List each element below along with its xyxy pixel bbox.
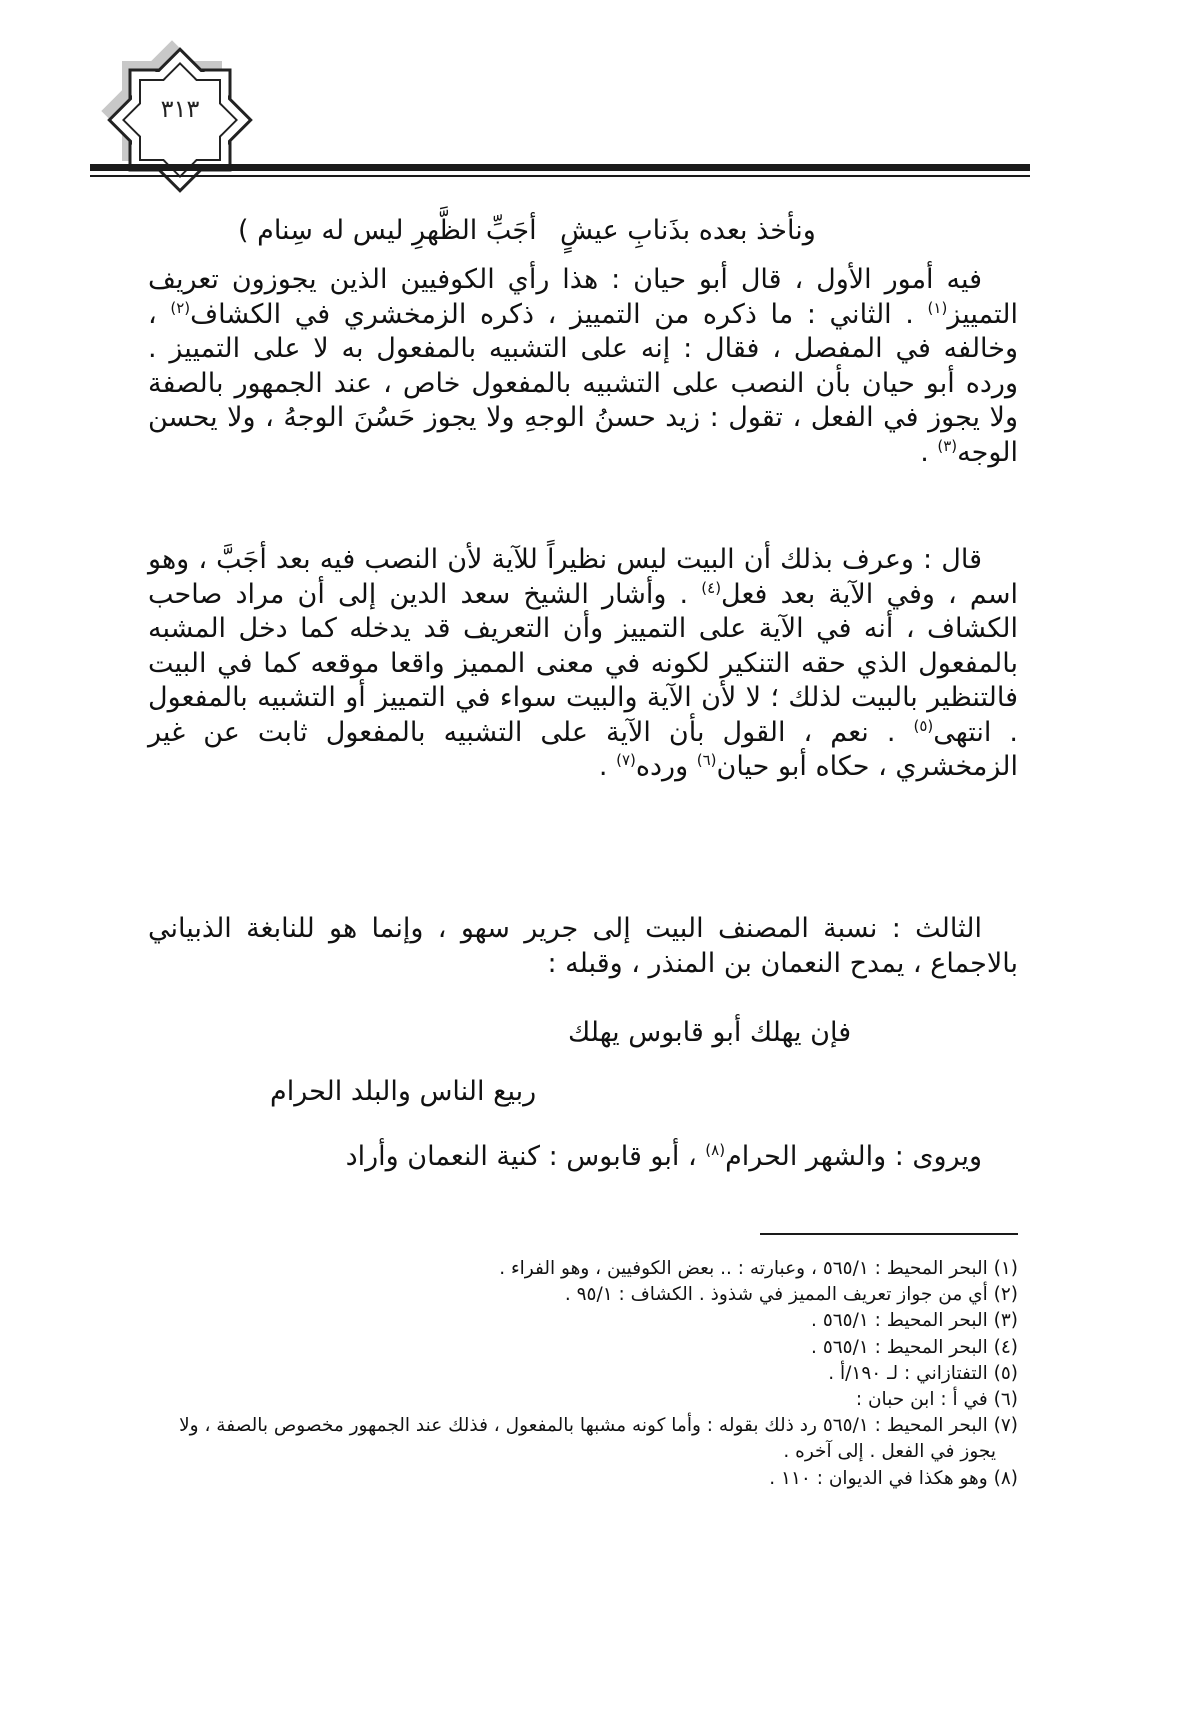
paragraph-text: . الثاني : ما ذكره من التمييز ، ذكره الزمخشري في الكشاف: [190, 298, 928, 330]
verse2-second-hemistich: ربيع الناس والبلد الحرام: [270, 1076, 537, 1107]
header-rule-thin: [90, 175, 1030, 177]
header-rule-thick: [90, 164, 1030, 171]
paragraph-text: . وأشار الشيخ سعد الدين إلى أن مراد صاحب الكشاف ، أنه في الآية على التمييز وأن التعريف قد يدخله كما دخل المشبه بالمفعول الذي حقه التنكير لكونه في معنى المميز واقعا موقعه كما في البيت فالتنظير بالبيت لذلك ؛ لا لأن الآية والبيت سواء في التمييز أو التشبيه بالمفعول . انتهى: [148, 578, 1018, 748]
paragraph-text: .: [598, 751, 617, 782]
paragraph-text: ، أبو قابوس : كنية النعمان وأراد: [345, 1141, 706, 1172]
page-number: ٣١٣: [160, 95, 200, 123]
footnote-separator: [760, 1233, 1018, 1235]
footnote-ref: (٧): [616, 751, 636, 769]
footnote-4: (٤) البحر المحيط : ٥٦٥/١ .: [811, 1336, 1018, 1358]
footnote-ref: (٣): [937, 436, 958, 455]
footnote-3: (٣) البحر المحيط : ٥٦٥/١ .: [811, 1310, 1018, 1332]
footnote-6: (٦) في أ : ابن حبان :: [855, 1389, 1018, 1411]
paragraph-text: قال : وعرف بذلك أن البيت ليس نظيراً للآية لأن النصب فيه بعد أجَبَّ ، وهو اسم ، وفي الآية بعد فعل: [148, 544, 1018, 610]
paragraph-text: ، وخالفه في المفصل ، فقال : إنه على التشبيه بالمفعول به لا على التمييز . ورده أبو حيان بأن النصب على التشبيه بالمفعول خاص ، عند الجمهور بالصفة ولا يجوز في الفعل ، تقول : زيد حسنُ الوجهِ ولا يجوز حَسُنَ الوجهُ ، ولا يحسن الوجه: [148, 298, 1018, 468]
paragraph-text: ويروى : والشهر الحرام: [725, 1141, 982, 1172]
paragraph-1: [148, 263, 1018, 470]
footnote-1: (١) البحر المحيط : ٥٦٥/١ ، وعبارته : .. بعض الكوفيين ، وهو الفراء .: [499, 1258, 1018, 1279]
footnote-2: (٢) أي من جواز تعريف المميز في شذوذ . الكشاف : ٩٥/١ .: [564, 1284, 1018, 1306]
footnote-ref: (١): [927, 298, 948, 317]
footnotes: [148, 1256, 1018, 1492]
footnote-5: (٥) التفتازاني : لـ ١٩٠/أ .: [828, 1362, 1018, 1384]
paragraph-text: ورده: [635, 751, 697, 782]
paragraph-4: [148, 1140, 1018, 1175]
verse-second-hemistich: أجَبِّ الظَّهرِ ليس له سِنام ): [238, 215, 537, 246]
footnote-ref: (٨): [705, 1141, 726, 1159]
paragraph-2: [148, 543, 1018, 785]
paragraph-text: فيه أمور الأول ، قال أبو حيان : هذا رأي الكوفيين الذين يجوزون تعريف التمييز: [148, 264, 1019, 330]
verse2-first-hemistich: فإن يهلك أبو قابوس يهلك: [568, 1017, 852, 1048]
footnote-ref: (٤): [701, 578, 722, 597]
paragraph-text: . نعم ، القول بأن الآية على التشبيه بالمفعول ثابت عن غير الزمخشري ، حكاه أبو حيان: [148, 716, 1018, 782]
footnote-8: (٨) وهو هكذا في الديوان : ١١٠ .: [769, 1467, 1018, 1489]
footnote-7: (٧) البحر المحيط : ٥٦٥/١ رد ذلك بقوله : وأما كونه مشبها بالمفعول ، فذلك عند الجمهور مخصوص بالصفة ، ولا يجوز في الفعل . إلى آخره .: [179, 1415, 1018, 1463]
footnote-ref: (٥): [913, 716, 934, 735]
verse-first-hemistich: ونأخذ بعده بذَنابِ عيشٍ: [560, 215, 816, 246]
footnote-ref: (٢): [170, 298, 191, 317]
paragraph-3: الثالث : نسبة المصنف البيت إلى جرير سهو ، وإنما هو للنابغة الذبياني بالاجماع ، يمدح النعمان بن المنذر ، وقبله :: [148, 913, 1018, 979]
footnote-ref: (٦): [696, 751, 717, 769]
paragraph-text: .: [920, 436, 938, 468]
